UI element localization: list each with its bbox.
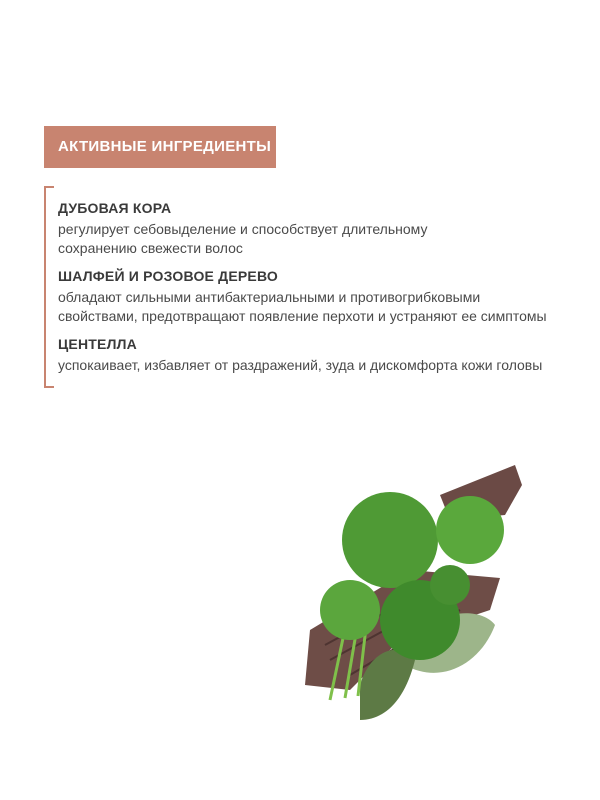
section-title: АКТИВНЫЕ ИНГРЕДИЕНТЫ: [58, 138, 272, 155]
description-line: регулирует себовыделение и способствует длительному: [58, 221, 428, 237]
centella-leaf: [430, 565, 470, 605]
ingredient-item: [58, 268, 578, 326]
ingredient-title: ЦЕНТЕЛЛА: [58, 336, 137, 352]
centella-leaf: [320, 580, 380, 640]
description-line: обладают сильными антибактериальными и противогрибковыми: [58, 289, 481, 305]
ingredient-item: [58, 336, 578, 375]
herbs-illustration: [290, 460, 530, 730]
ingredient-list: [58, 200, 578, 385]
centella-leaf: [436, 496, 504, 564]
ingredient-title: ШАЛФЕЙ И РОЗОВОЕ ДЕРЕВО: [58, 268, 279, 284]
ingredient-description: [58, 220, 578, 258]
centella-leaf: [342, 492, 438, 588]
ingredient-title: ДУБОВАЯ КОРА: [58, 200, 172, 216]
description-line: успокаивает, избавляет от раздражений, зуда и дискомфорта кожи головы: [58, 357, 543, 373]
ingredient-description: [58, 356, 578, 375]
list-bracket: [44, 186, 54, 388]
description-line: свойствами, предотвращают появление перхоти и устраняют ее симптомы: [58, 308, 547, 324]
description-line: сохранению свежести волос: [58, 240, 243, 256]
ingredient-description: [58, 288, 578, 326]
ingredient-item: [58, 200, 578, 258]
section-title-badge: [44, 126, 276, 168]
